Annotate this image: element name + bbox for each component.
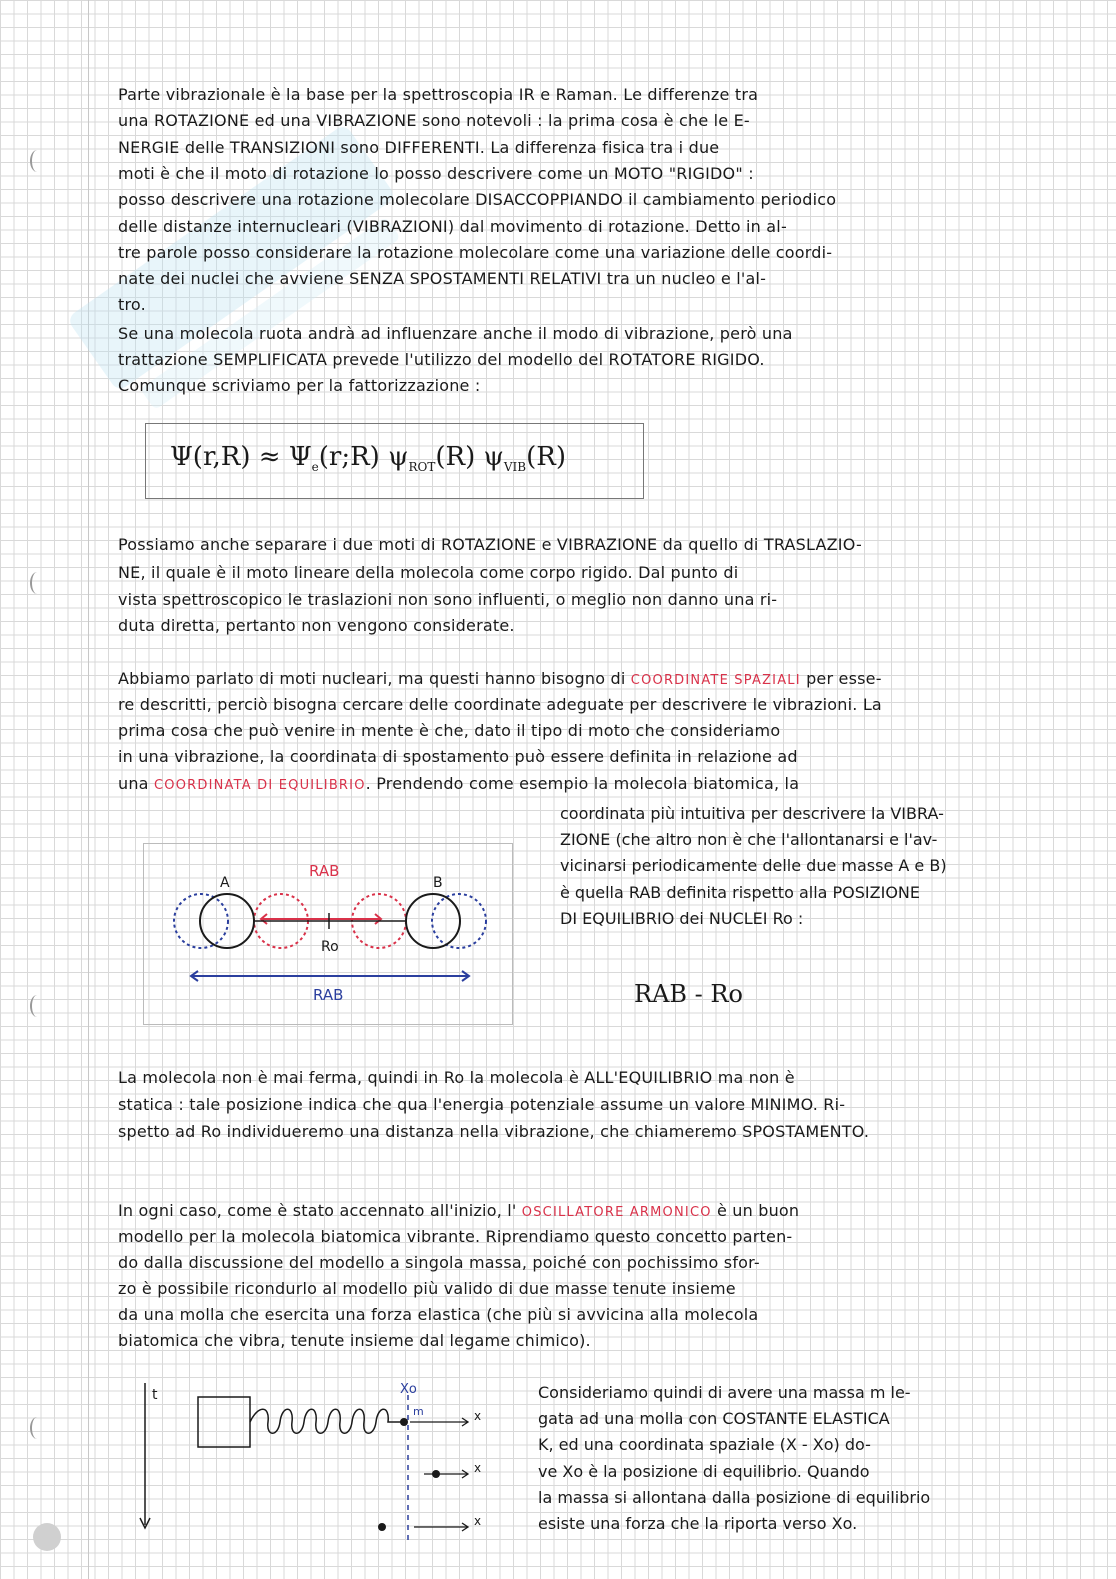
formula-args-vib: (R): [526, 442, 566, 472]
text-line: ZIONE (che altro non è che l'allontanarsi e l'av-: [560, 830, 938, 849]
label-atom-a: A: [220, 875, 230, 891]
label-x-2: x: [474, 1461, 482, 1475]
text-line: NE, il quale è il moto lineare della molecola come corpo rigido. Dal punto di: [118, 563, 739, 582]
text-line: [118, 1200, 1073, 1224]
rab-minus-r0-expression: RAB - Ro: [634, 980, 743, 1008]
label-r0: Ro: [321, 939, 339, 955]
wavefunction-factorization: [170, 442, 566, 474]
text-line: [118, 668, 1073, 692]
text-line: gata ad una molla con COSTANTE ELASTICA: [538, 1409, 890, 1428]
text-line: duta diretta, pertanto non vengono considerate.: [118, 616, 515, 635]
text-line: Parte vibrazionale è la base per la spettroscopia IR e Raman. Le differenze tra: [118, 85, 759, 104]
highlight-harmonic-oscillator: OSCILLATORE ARMONICO: [521, 1205, 712, 1220]
text-line: biatomica che vibra, tenute insieme dal legame chimico).: [118, 1331, 591, 1350]
binder-hole-mark: [30, 572, 44, 594]
text-line: Possiamo anche separare i due moti di ROTAZIONE e VIBRAZIONE da quello di TRASLAZIO-: [118, 535, 862, 554]
text-line: in una vibrazione, la coordinata di spostamento può essere definita in relazione ad: [118, 747, 798, 766]
formula-sub-vib: VIB: [503, 460, 527, 475]
text-line: NERGIE delle TRANSIZIONI sono DIFFERENTI. La differenza fisica tra i due: [118, 138, 720, 157]
text-line: statica : tale posizione indica che qua l'energia potenziale assume un valore MINIMO. Ri-: [118, 1095, 846, 1114]
text-line: K, ed una coordinata spaziale (X - Xo) do-: [538, 1435, 871, 1454]
label-rab-top: RAB: [309, 862, 340, 880]
formula-psi-e: Ψ: [288, 442, 312, 472]
text-line: trattazione SEMPLIFICATA prevede l'utilizzo del modello del ROTATORE RIGIDO.: [118, 350, 765, 369]
highlight-equilibrium-coordinate: COORDINATA DI EQUILIBRIO: [153, 778, 366, 793]
text-span: . Prendendo come esempio la molecola biatomica, la: [365, 774, 800, 793]
text-line: modello per la molecola biatomica vibrante. Riprendiamo questo concetto parten-: [118, 1227, 793, 1246]
label-x-3: x: [474, 1514, 482, 1528]
text-line: [118, 773, 1073, 797]
formula-psi-rot: ψ: [388, 442, 409, 472]
text-span: per esse-: [800, 669, 882, 688]
text-line: delle distanze internucleari (VIBRAZIONI) dal movimento di rotazione. Detto in al-: [118, 217, 787, 236]
formula-args-e: (r;R): [318, 442, 389, 472]
text-line: moti è che il moto di rotazione lo posso descrivere come un MOTO "RIGIDO" :: [118, 164, 754, 183]
formula-args-rot: (R): [435, 442, 484, 472]
text-line: coordinata più intuitiva per descrivere la VIBRA-: [560, 804, 944, 823]
label-t: t: [152, 1387, 158, 1403]
text-line: è quella RAB definita rispetto alla POSIZIONE: [560, 883, 920, 902]
text-line: DI EQUILIBRIO dei NUCLEI Ro :: [560, 909, 804, 928]
text-line: La molecola non è mai ferma, quindi in Ro la molecola è ALL'EQUILIBRIO ma non è: [118, 1068, 795, 1087]
spring-coil: [250, 1409, 402, 1433]
page-corner-dot: [33, 1523, 61, 1551]
spring-mass-diagram: [130, 1375, 500, 1545]
text-span: In ogni caso, come è stato accennato all'inizio, l': [118, 1201, 522, 1220]
binder-hole-mark: [30, 1417, 44, 1439]
text-line: Comunque scriviamo per la fattorizzazione :: [118, 376, 481, 395]
text-line: da una molla che esercita una forza elastica (che più si avvicina alla molecola: [118, 1305, 759, 1324]
text-line: una ROTAZIONE ed una VIBRAZIONE sono notevoli : la prima cosa è che le E-: [118, 111, 750, 130]
formula-lhs: Ψ(r,R) ≈: [170, 442, 289, 472]
formula-sub-rot: ROT: [408, 460, 436, 475]
text-line: Se una molecola ruota andrà ad influenzare anche il modo di vibrazione, però una: [118, 324, 793, 343]
text-line: posso descrivere una rotazione molecolare DISACCOPPIANDO il cambiamento periodico: [118, 190, 837, 209]
text-span: una: [118, 774, 154, 793]
text-line: zo è possibile ricondurlo al modello più valido di due masse tenute insieme: [118, 1279, 736, 1298]
binder-hole-mark: [30, 995, 44, 1017]
text-line: Consideriamo quindi di avere una massa m le-: [538, 1383, 911, 1402]
label-x0: Xo: [400, 1382, 417, 1397]
text-line: re descritti, perciò bisogna cercare delle coordinate adeguate per descrivere le vibrazioni. La: [118, 695, 882, 714]
text-line: prima cosa che può venire in mente è che, dato il tipo di moto che consideriamo: [118, 721, 781, 740]
formula-psi-vib: ψ: [483, 442, 504, 472]
formula-sub-e: e: [311, 460, 319, 475]
wall-block: [198, 1397, 250, 1447]
text-line: do dalla discussione del modello a singola massa, poiché con pochissimo sfor-: [118, 1253, 760, 1272]
text-line: esiste una forza che la riporta verso Xo.: [538, 1514, 858, 1533]
mass-point-3: [378, 1523, 386, 1531]
text-line: la massa si allontana dalla posizione di equilibrio: [538, 1488, 931, 1507]
text-line: vista spettroscopico le traslazioni non sono influenti, o meglio non danno una ri-: [118, 590, 778, 609]
text-line: tre parole posso considerare la rotazione molecolare come una variazione delle coordi-: [118, 243, 833, 262]
label-rab-bottom: RAB: [313, 986, 344, 1004]
text-line: tro.: [118, 295, 146, 314]
mass-point-1: [400, 1418, 408, 1426]
text-line: nate dei nuclei che avviene SENZA SPOSTAMENTI RELATIVI tra un nucleo e l'al-: [118, 269, 767, 288]
text-span: Abbiamo parlato di moti nucleari, ma questi hanno bisogno di: [118, 669, 631, 688]
diatomic-diagram: [143, 843, 511, 1023]
text-line: ve Xo è la posizione di equilibrio. Quando: [538, 1462, 870, 1481]
label-x-1: x: [474, 1409, 482, 1423]
label-m: m: [413, 1405, 424, 1418]
label-atom-b: B: [433, 875, 443, 891]
text-span: è un buon: [711, 1201, 800, 1220]
highlight-spatial-coordinates: COORDINATE SPAZIALI: [630, 673, 801, 688]
text-line: vicinarsi periodicamente delle due masse A e B): [560, 856, 947, 875]
text-line: spetto ad Ro individueremo una distanza nella vibrazione, che chiameremo SPOSTAMENTO.: [118, 1122, 870, 1141]
